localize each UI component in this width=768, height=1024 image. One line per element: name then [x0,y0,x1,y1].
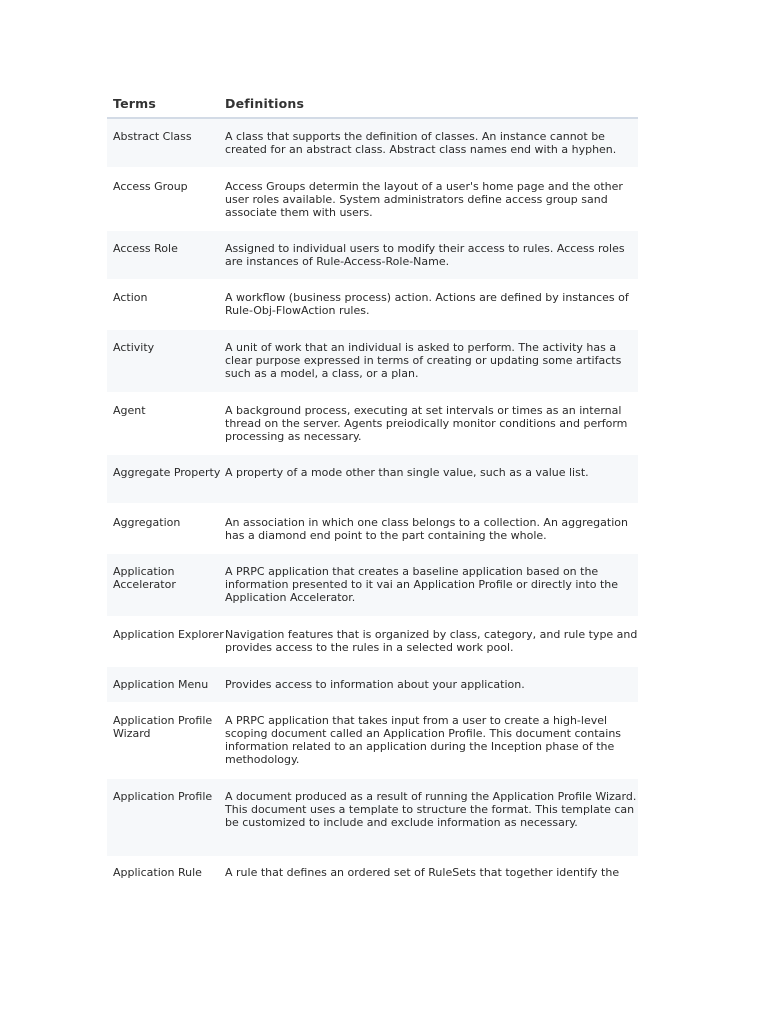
table-row [107,330,638,392]
definition-cell: Navigation features that is organized by class, category, and rule type and provides access to the rules in a selected work pool. [225,628,638,654]
table-row [107,168,638,230]
term-cell: Access Group [113,180,188,193]
term-cell: Application Profile [113,790,213,803]
terms-column-header: Terms [113,96,156,111]
table-row [107,703,638,779]
term-cell: Application Menu [113,678,209,691]
table-header [107,92,638,119]
table-row [107,779,638,856]
term-cell: Application Rule [113,866,202,879]
definition-cell: An association in which one class belongs to a collection. An aggregation has a diamond end point to the part containing the whole. [225,516,628,542]
definition-cell: A workflow (business process) action. Actions are defined by instances of Rule-Obj-FlowAction rules. [225,291,629,317]
table-row [107,554,638,616]
definition-cell: A property of a mode other than single value, such as a value list. [225,466,589,479]
table-row [107,392,638,454]
table-row [107,667,638,702]
definition-cell: Assigned to individual users to modify their access to rules. Access roles are instances of Rule-Access-Role-Name. [225,242,625,268]
definition-cell: Access Groups determin the layout of a user's home page and the other user roles available. System administrators define access group sand associate them with users. [225,180,623,219]
definition-cell: A background process, executing at set intervals or times as an internal thread on the server. Agents preiodically monitor conditions and perform processing as necessary. [225,404,628,443]
term-cell: Action [113,291,148,304]
term-cell: Application Accelerator [113,565,176,591]
definition-cell: A document produced as a result of running the Application Profile Wizard. This document uses a template to structure the format. This template can be customized to include and exclude information as necessary. [225,790,637,829]
table-row [107,617,638,667]
table-row [107,231,638,279]
table-row [107,119,638,167]
definition-cell: A PRPC application that creates a baseline application based on the information presented to it vai an Application Profile or directly into the Application Accelerator. [225,565,618,604]
table-row [107,857,638,887]
term-cell: Abstract Class [113,130,192,143]
definitions-column-header: Definitions [225,96,305,111]
term-cell: Agent [113,404,146,417]
definition-cell: A class that supports the definition of classes. An instance cannot be created for an abstract class. Abstract class names end with a hyphen. [225,130,617,156]
table-row [107,455,638,503]
definition-cell: A rule that defines an ordered set of RuleSets that together identify the [225,866,620,879]
table-row [107,280,638,330]
table-row [107,505,638,553]
term-cell: Activity [113,341,155,354]
glossary-table [107,92,638,879]
definition-cell: Provides access to information about your application. [225,678,525,691]
term-cell: Aggregate Property [113,466,221,479]
definition-cell: A PRPC application that takes input from a user to create a high-level scoping document called an Application Profile. This document contains information related to an application during the Inception phase of the methodology. [225,714,622,766]
term-cell: Application Profile Wizard [113,714,213,740]
term-cell: Application Explorer [113,628,224,641]
term-cell: Aggregation [113,516,181,529]
definition-cell: A unit of work that an individual is asked to perform. The activity has a clear purpose expressed in terms of creating or updating some artifacts such as a model, a class, or a plan. [225,341,622,380]
term-cell: Access Role [113,242,178,255]
